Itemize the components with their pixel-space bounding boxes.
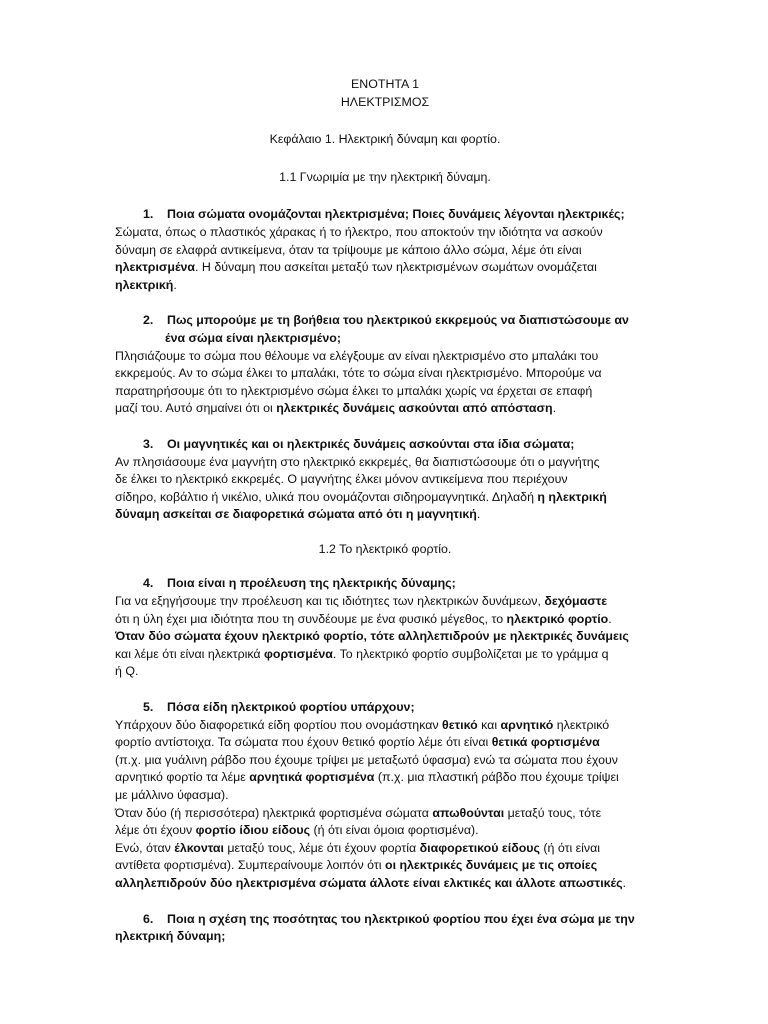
emphasis: έλκονται <box>174 840 224 855</box>
answer-line: σίδηρο, κοβάλτιο ή νικέλιο, υλικά που ονομάζονται σιδηρομαγνητικά. Δηλαδή η ηλεκτρική <box>115 489 607 504</box>
question-block-3 <box>115 436 655 524</box>
question-number: 5. <box>143 700 154 715</box>
answer-line: αρνητικό φορτίο τα λέμε αρνητικά φορτισμένα (π.χ. μια πλαστική ράβδο που έχουμε τρίψει <box>115 770 619 785</box>
emphasis: δεχόμαστε <box>544 594 608 609</box>
emphasis: διαφορετικού είδους <box>419 840 540 855</box>
answer-line: Υπάρχουν δύο διαφορετικά είδη φορτίου που ονομάστηκαν θετικό και αρνητικό ηλεκτρικό <box>115 717 610 732</box>
section-title: 1.1 Γνωριμία με την ηλεκτρική δύναμη. <box>279 169 491 184</box>
question-text: Πως μπορούμε με τη βοήθεια του ηλεκτρικού εκκρεμούς να διαπιστώσουμε αν <box>167 313 629 328</box>
answer-line: με μάλλινο ύφασμα). <box>115 788 229 802</box>
answer-line: και λέμε ότι είναι ηλεκτρικά φορτισμένα. Το ηλεκτρικό φορτίο συμβολίζεται με το γράμμα q <box>115 646 609 661</box>
answer-line: ηλεκτρική. <box>115 277 177 292</box>
answer-line: ηλεκτρισμένα. Η δύναμη που ασκείται μεταξύ των ηλεκτρισμένων σωμάτων ονομάζεται <box>115 260 597 275</box>
emphasis: φορτίο ίδιου είδους <box>195 823 311 838</box>
emphasis: απωθούνται <box>432 805 505 820</box>
question-2 <box>115 312 655 347</box>
question-block-1 <box>115 206 655 294</box>
emphasis: ηλεκτρική <box>115 277 174 292</box>
answer-line: δύναμη σε ελαφρά αντικείμενα, όταν τα τρίψουμε με κάποιο άλλο σώμα, λέμε ότι είναι <box>115 242 582 257</box>
question-text-cont: ηλεκτρική δύναμη; <box>115 929 226 944</box>
emphasis: η ηλεκτρική <box>537 489 607 504</box>
document-body <box>115 76 655 946</box>
question-text: Οι μαγνητικές και οι ηλεκτρικές δυνάμεις ασκούνται στα ίδια σώματα; <box>167 436 575 451</box>
question-block-2 <box>115 312 655 418</box>
question-3 <box>115 436 655 454</box>
answer-line: δύναμη ασκείται σε διαφορετικά σώματα από ότι η μαγνητική. <box>115 507 481 522</box>
answer-line: (π.χ. μια γυάλινη ράβδο που έχουμε τρίψει με μεταξωτό ύφασμα) ενώ τα σώματα που έχουν <box>115 752 618 767</box>
question-4 <box>115 575 655 593</box>
emphasis: αρνητικό <box>500 717 554 732</box>
question-number: 6. <box>143 911 154 926</box>
emphasis: αλληλεπιδρούν δύο ηλεκτρισμένα σώματα άλλοτε είναι ελκτικές και άλλοτε απωστικές <box>115 875 623 890</box>
answer-line: Σώματα, όπως ο πλαστικός χάρακας ή το ήλεκτρο, που αποκτούν την ιδιότητα να ασκούν <box>115 224 603 239</box>
answer-line: εκκρεμούς. Αν το σώμα έλκει το μπαλάκι, τότε το σώμα είναι ηλεκτρισμένο. Μπορούμε να <box>115 366 602 381</box>
question-number: 1. <box>143 207 154 222</box>
answer-line: δε έλκει το ηλεκτρικό εκκρεμές. Ο μαγνήτης έλκει μόνον αντικείμενα που περιέχουν <box>115 472 568 487</box>
question-number: 3. <box>143 436 154 451</box>
answer-line: Ενώ, όταν έλκονται μεταξύ τους, λέμε ότι έχουν φορτία διαφορετικού είδους (ή ότι είναι <box>115 840 601 855</box>
section-1-1-heading <box>115 169 655 187</box>
unit-heading <box>115 76 655 111</box>
answer-line: Αν πλησιάσουμε ένα μαγνήτη στο ηλεκτρικό εκκρεμές, θα διαπιστώσουμε ότι ο μαγνήτης <box>115 454 600 469</box>
unit-title: ΕΝΟΤΗΤΑ 1 <box>351 77 419 91</box>
answer-line: παρατηρήσουμε ότι το ηλεκτρισμένο σώμα έλκει το μπαλάκι χωρίς να έρχεται σε επαφή <box>115 383 593 398</box>
answer-line: μαζί του. Αυτό σημαίνει ότι οι ηλεκτρικές δυνάμεις ασκούνται από απόσταση. <box>115 401 557 416</box>
subject-title: ΗΛΕΚΤΡΙΣΜΟΣ <box>340 94 430 109</box>
question-block-5 <box>115 699 655 893</box>
question-number: 2. <box>143 313 154 328</box>
answer-line: Πλησιάζουμε το σώμα που θέλουμε να ελέγξουμε αν είναι ηλεκτρισμένο στο μπαλάκι του <box>115 348 599 363</box>
question-text: Πόσα είδη ηλεκτρικού φορτίου υπάρχουν; <box>167 700 415 715</box>
answer-line: Όταν δύο (ή περισσότερα) ηλεκτρικά φορτισμένα σώματα απωθούνται μεταξύ τους, τότε <box>115 805 602 820</box>
emphasis: ηλεκτρικές δυνάμεις ασκούνται από απόσταση <box>276 401 553 416</box>
chapter-heading <box>115 131 655 149</box>
section-1-2-heading <box>115 541 655 559</box>
question-block-4 <box>115 575 655 681</box>
answer-line: αντίθετα φορτισμένα). Συμπεραίνουμε λοιπόν ότι οι ηλεκτρικές δυνάμεις με τις οποίες <box>115 858 598 873</box>
question-number: 4. <box>143 576 154 591</box>
emphasis: αρνητικά φορτισμένα <box>249 770 375 785</box>
emphasis: Όταν δύο σώματα έχουν ηλεκτρικό φορτίο, τότε αλληλεπιδρούν με ηλεκτρικές δυνάμεις <box>115 629 629 644</box>
answer-line: λέμε ότι έχουν φορτίο ίδιου είδους (ή ότι είναι όμοια φορτισμένα). <box>115 823 479 838</box>
emphasis: ηλεκτρικό φορτίο <box>506 611 609 626</box>
answer-line: ή Q. <box>115 664 139 679</box>
question-block-6 <box>115 911 655 946</box>
question-1 <box>115 206 655 224</box>
answer-line: αλληλεπιδρούν δύο ηλεκτρισμένα σώματα άλλοτε είναι ελκτικές και άλλοτε απωστικές. <box>115 875 627 890</box>
emphasis: ηλεκτρισμένα <box>115 260 196 275</box>
question-6 <box>115 911 655 929</box>
question-text-cont: ένα σώμα είναι ηλεκτρισμένο; <box>165 330 341 345</box>
emphasis: θετικό <box>442 717 478 732</box>
answer-line: Για να εξηγήσουμε την προέλευση και τις ιδιότητες των ηλεκτρικών δυνάμεων, δεχόμαστε <box>115 594 608 609</box>
emphasis: θετικά φορτισμένα <box>491 735 600 750</box>
question-text: Ποια η σχέση της ποσότητας του ηλεκτρικού φορτίου που έχει ένα σώμα με την <box>167 911 635 926</box>
emphasis: φορτισμένα <box>264 646 333 661</box>
section-title: 1.2 Το ηλεκτρικό φορτίο. <box>318 541 452 556</box>
chapter-title: Κεφάλαιο 1. Ηλεκτρική δύναμη και φορτίο. <box>269 132 501 147</box>
emphasis: οι ηλεκτρικές δυνάμεις με τις οποίες <box>385 858 598 873</box>
emphasis: δύναμη ασκείται σε διαφορετικά σώματα από ότι η μαγνητική <box>115 507 477 522</box>
answer-line: ότι η ύλη έχει μια ιδιότητα που τη συνδέουμε με ένα φυσικό μέγεθος, το ηλεκτρικό φορτίο. <box>115 611 612 626</box>
answer-line: φορτίο αντίστοιχα. Τα σώματα που έχουν θετικό φορτίο λέμε ότι είναι θετικά φορτισμένα <box>115 735 600 750</box>
question-5 <box>115 699 655 717</box>
answer-line <box>115 628 655 646</box>
question-text: Ποια είναι η προέλευση της ηλεκτρικής δύναμης; <box>167 576 456 591</box>
question-text: Ποια σώματα ονομάζονται ηλεκτρισμένα; Ποιες δυνάμεις λέγονται ηλεκτρικές; <box>167 207 625 222</box>
